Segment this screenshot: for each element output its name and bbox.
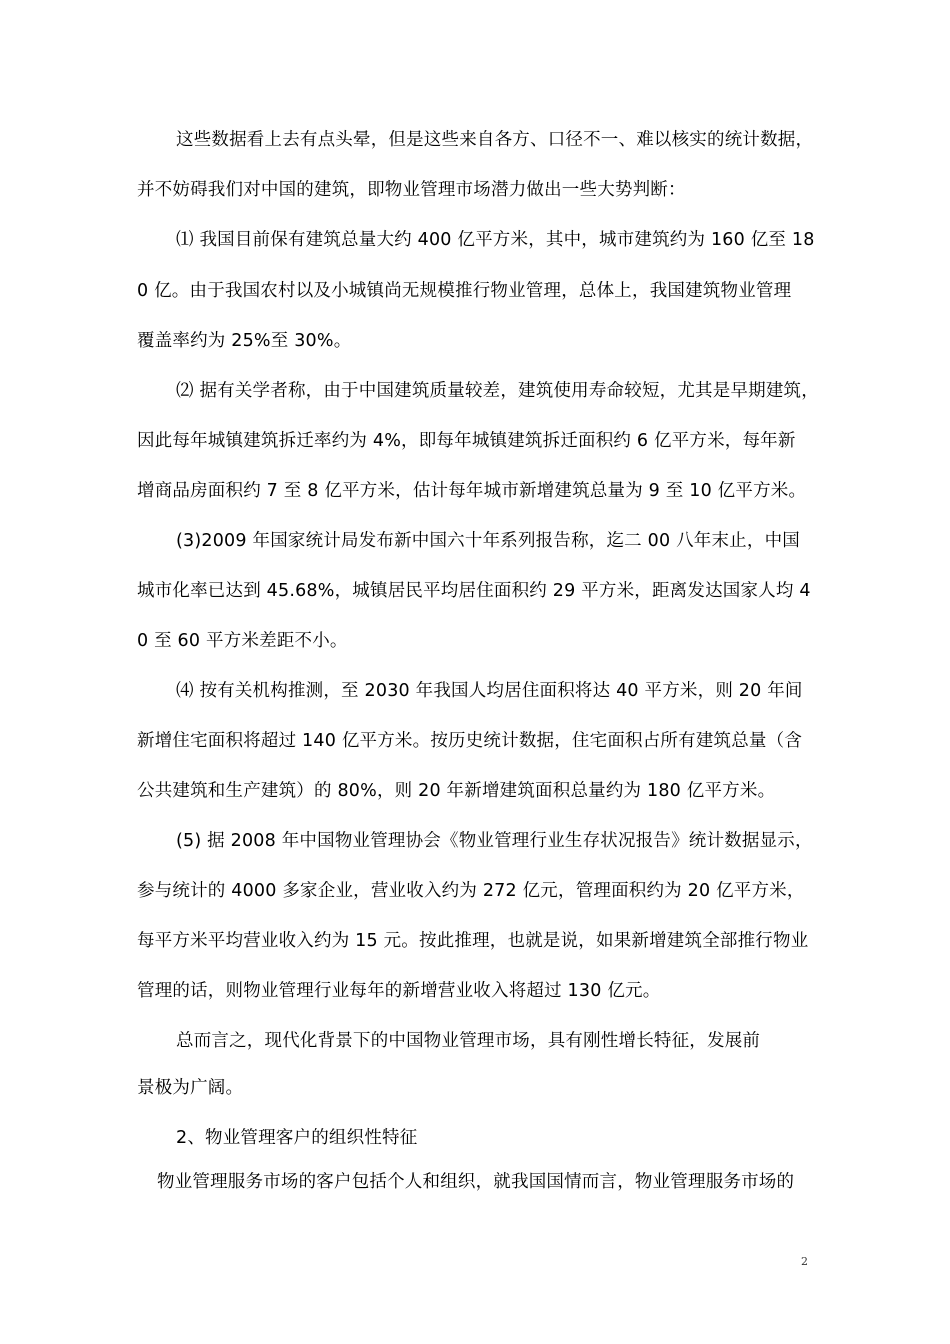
text-line: 参与统计的 4000 多家企业，营业收入约为 272 亿元，管理面积约为 20 亿平方米， [137,881,805,901]
text-line: 0 至 60 平方米差距不小。 [137,631,348,651]
text-line: 公共建筑和生产建筑）的 80%，则 20 年新增建筑面积总量约为 180 亿平方米。 [137,781,776,801]
text-line: 景极为广阔。 [137,1078,244,1098]
text-line: 城市化率已达到 45.68%，城镇居民平均居住面积约 29 平方米，距离发达国家人均 4 [137,581,811,601]
text-line: 0 亿。由于我国农村以及小城镇尚无规模推行物业管理，总体上，我国建筑物业管理 [137,281,792,301]
text-line: 物业管理服务市场的客户包括个人和组织，就我国国情而言，物业管理服务市场的 [157,1172,795,1192]
section-heading: 2、物业管理客户的组织性特征 [176,1128,418,1148]
text-line: (5) 据 2008 年中国物业管理协会《物业管理行业生存状况报告》统计数据显示， [176,831,813,851]
text-line: ⑵ 据有关学者称，由于中国建筑质量较差，建筑使用寿命较短，尤其是早期建筑， [176,381,819,401]
text-line: 并不妨碍我们对中国的建筑，即物业管理市场潜力做出一些大势判断： [137,180,686,200]
text-line: ⑷ 按有关机构推测，至 2030 年我国人均居住面积将达 40 平方米，则 20 年间 [176,681,803,701]
text-line: 总而言之，现代化背景下的中国物业管理市场，具有刚性增长特征，发展前 [176,1031,761,1051]
text-line: 每平方米平均营业收入约为 15 元。按此推理，也就是说，如果新增建筑全部推行物业 [137,931,809,951]
text-line: 这些数据看上去有点头晕，但是这些来自各方、口径不一、难以核实的统计数据， [176,130,814,150]
text-line: 覆盖率约为 25%至 30%。 [137,331,352,351]
text-line: 新增住宅面积将超过 140 亿平方米。按历史统计数据，住宅面积占所有建筑总量（含 [137,731,803,751]
text-line: ⑴ 我国目前保有建筑总量大约 400 亿平方米，其中，城市建筑约为 160 亿至 18 [176,230,815,250]
text-line: 因此每年城镇建筑拆迁率约为 4%，即每年城镇建筑拆迁面积约 6 亿平方米，每年新 [137,431,796,451]
text-line: (3)2009 年国家统计局发布新中国六十年系列报告称，迄二 00 八年末止，中国 [176,531,800,551]
page-number: 2 [801,1255,808,1268]
text-line: 增商品房面积约 7 至 8 亿平方米，估计每年城市新增建筑总量为 9 至 10 亿平方米。 [137,481,807,501]
text-line: 管理的话，则物业管理行业每年的新增营业收入将超过 130 亿元。 [137,981,661,1001]
